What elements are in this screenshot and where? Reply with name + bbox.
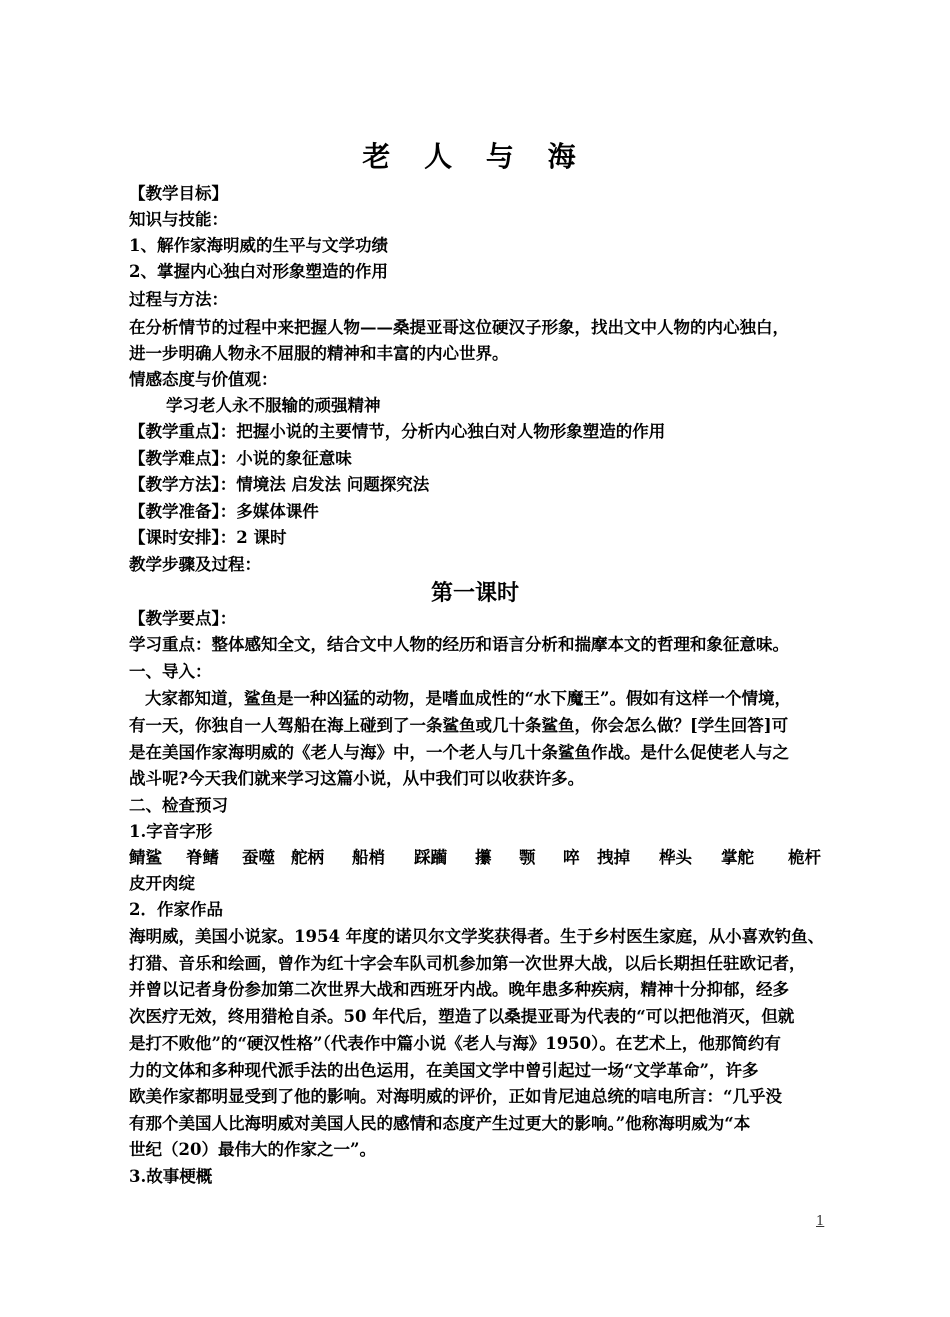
steps-label: 教学步骤及过程：: [129, 555, 261, 574]
vocab-word: 啐: [563, 848, 580, 867]
knowledge-label: 知识与技能：: [129, 210, 228, 229]
difficulties: 【教学难点】：小说的象征意味: [129, 449, 352, 468]
author-text-8: 有那个美国人比海明威对美国人民的感情和态度产生过更大的影响。”他称海明威为“本: [129, 1114, 751, 1133]
vocab-word: 掌舵: [721, 848, 754, 867]
lesson-title: 第一课时: [430, 580, 519, 606]
vocab-word: 拽掉: [597, 848, 630, 867]
key-points: 【教学重点】：把握小说的主要情节，分析内心独白对人物形象塑造的作用: [129, 422, 666, 441]
vocab-word: 舵柄: [291, 848, 324, 867]
process-text-2: 进一步明确人物永不屈服的精神和丰富的内心世界。: [129, 344, 509, 363]
story-label: 3.故事梗概: [129, 1167, 213, 1186]
document-title: 老 人 与 海: [362, 140, 588, 173]
vocab-word: 鲭鲨: [129, 848, 162, 867]
process-text-1: 在分析情节的过程中来把握人物——桑提亚哥这位硬汉子形象，找出文中人物的内心独白，: [129, 318, 789, 337]
page-number: 1: [816, 1214, 825, 1229]
intro-text-1: 大家都知道，鲨鱼是一种凶猛的动物，是嗜血成性的“水下魔王”。假如有这样一个情境，: [145, 689, 791, 708]
vocab-word: 船梢: [352, 848, 385, 867]
intro-text-3: 是在美国作家海明威的《老人与海》中，一个老人与几十条鲨鱼作战。是什么促使老人与之: [129, 743, 789, 762]
author-label: 2．作家作品: [129, 900, 223, 919]
vocab-word: 蚕噬: [242, 848, 275, 867]
vocab-word: 颚: [519, 848, 536, 867]
emotion-text: 学习老人永不服输的顽强精神: [166, 396, 381, 415]
intro-text-2: 有一天，你独自一人驾船在海上碰到了一条鲨鱼或几十条鲨鱼，你会怎么做？[学生回答]可: [129, 716, 789, 735]
vocab-list: [129, 845, 829, 871]
intro-label: 一、导入：: [129, 662, 212, 681]
knowledge-item-1: 1、解作家海明威的生平与文学功绩: [129, 236, 388, 255]
author-text-9: 世纪（20）最伟大的作家之一”。: [129, 1140, 376, 1159]
author-text-1: 海明威，美国小说家。1954 年度的诺贝尔文学奖获得者。生于乡村医生家庭，从小喜欢钓鱼、: [129, 927, 825, 946]
vocab-word: 踩躏: [414, 848, 447, 867]
study-focus: 学习重点：整体感知全文，结合文中人物的经历和语言分析和揣摩本文的哲理和象征意味。: [129, 635, 789, 654]
methods: 【教学方法】：情境法 启发法 问题探究法: [129, 475, 430, 494]
vocab-word: 脊鳍: [186, 848, 219, 867]
vocab-word-last: 皮开肉绽: [129, 874, 195, 893]
process-label: 过程与方法：: [129, 290, 228, 309]
vocab-word: 攥: [475, 848, 492, 867]
author-text-2: 打猎、音乐和绘画，曾作为红十字会车队司机参加第一次世界大战，以后长期担任驻欧记者，: [129, 954, 806, 973]
points-header: 【教学要点】：: [129, 609, 237, 628]
author-text-3: 并曾以记者身份参加第二次世界大战和西班牙内战。晚年患多种疾病，精神十分抑郁，经多: [129, 980, 789, 999]
emotion-label: 情感态度与价值观：: [129, 370, 278, 389]
author-text-7: 欧美作家都明显受到了他的影响。对海明威的评价，正如肯尼迪总统的唁电所言：“几乎没: [129, 1087, 782, 1106]
author-text-4: 次医疗无效，终用猎枪自杀。50 年代后，塑造了以桑提亚哥为代表的“可以把他消灭，但就: [129, 1007, 795, 1026]
schedule: 【课时安排】：2 课时: [129, 528, 287, 547]
preview-label: 二、检查预习: [129, 796, 228, 815]
vocab-word: 桦头: [659, 848, 692, 867]
objectives-header: 【教学目标】: [129, 184, 228, 203]
author-text-6: 力的文体和多种现代派手法的出色运用，在美国文学中曾引起过一场“文学革命”，许多: [129, 1061, 759, 1080]
author-text-5: 是打不败他”的“硬汉性格”（代表作中篇小说《老人与海》1950）。在艺术上，他那简约有: [129, 1034, 781, 1053]
intro-text-4: 战斗呢?今天我们就来学习这篇小说，从中我们可以收获许多。: [129, 769, 585, 788]
chars-label: 1.字音字形: [129, 822, 213, 841]
preparation: 【教学准备】：多媒体课件: [129, 502, 319, 521]
knowledge-item-2: 2、掌握内心独白对形象塑造的作用: [129, 262, 388, 281]
vocab-word: 桅杆: [788, 848, 821, 867]
